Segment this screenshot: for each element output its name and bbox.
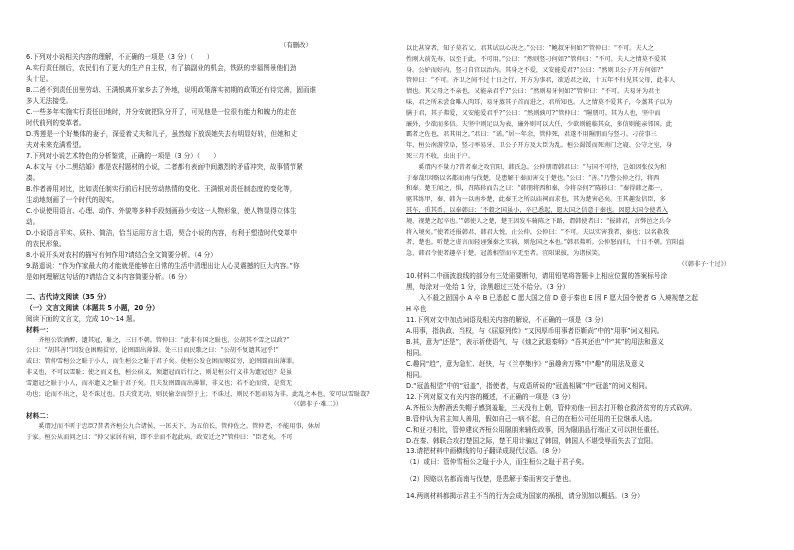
- material-2-line: 死三月不收，虫出于户。: [406, 152, 475, 160]
- q6-option-c-cont: 时代前列的变革者。: [26, 118, 86, 127]
- q12-option-d: D.在秦、韩联合攻打楚国之际，楚王用计骗过了韩国，韩国人不堪受辱而失去了宜阳。: [406, 436, 658, 445]
- material-2-line: 将入境矣。”使者还报韩君，韩君大悦，止公仲。公仲曰：“不可。夫以实害我者，秦也；以名救我: [406, 228, 670, 236]
- q6-option-a: A.实行责任制后，农民们有了更大的生产自主权，有了搞副业的机会，铁跃的幸福图景他们劲: [26, 63, 297, 72]
- material-2-line: 廉外，少欲而多信。夫坚中则足以为表，廉外则可以大任，少欲则能临其众，多信则能亲邻国。此: [406, 120, 673, 128]
- question-6: 6.下列对小说相关内容的理解，不正确的一项是（3 分）（ ）: [26, 53, 214, 61]
- material-2-line: 者，楚也。听楚之虚言而轻诬强秦之实祸，则危国之本也。”韩君弗听。公仲怒而归，十日不朝。宜阳益: [406, 239, 685, 247]
- material-2-line: 年，桓公南游堂阜，竖刁率易牙、卫公子开方及大臣为乱。桓公渴馁而死南门之寝、公守之室，身: [406, 142, 673, 150]
- q6-option-b-cont: 多人无法接受。: [26, 96, 73, 105]
- q12-option-c: C.和亚刁相比，管仲建议齐桓公用隰朋来辅佐政事，因为隰朋品行端正又可以担任重任。: [406, 425, 664, 434]
- material-2-line: 霸者之佐也，君其用之。”君曰：“诺。”居一年余，管仲死，君遂不用隰朋而与竖刁。刁莅事三: [406, 131, 657, 139]
- question-10: 10.材料二中画波浪线的部分有三处需要断句，请用铅笔将答题卡上相应位置的答案标号涂: [406, 271, 668, 280]
- material-2-line: 驱其练甲，秦、韩为一以南乡楚，此秦王之所以庙祠而求也，其为楚害必矣。王其趣发信臣，多: [406, 196, 666, 204]
- question-9: 9.路遥说：“作为作家最大的才能就是能够在日常的生活中清理出让人心灵震撼的巨大内容。”你: [26, 261, 300, 270]
- material-2-line: 境，视楚之起卒也。’”韩使人之楚，楚王因发车骑陈之下路，谓韩使者曰：“报韩君，言弊邑之兵今: [406, 217, 672, 225]
- q11-option-a: A.用事，指执政、当权，与《屈原列传》“又因厚币用事者臣靳尚”中的“用事”词义相同。: [406, 326, 664, 335]
- source-note: （有删改）: [280, 41, 312, 49]
- section-2-title: 二、古代诗文阅读（35 分）: [26, 292, 111, 301]
- material-2-wavy-line: 其车，重其币，以奉韩曰：‘不穀之国虽小，卒已悉起，愿大国之信意于秦也。因愿大国令使者入: [406, 206, 668, 214]
- question-10-options: 入不殺之固国小 A 卒 B 已悉起 C 愿大国之信 D 意于秦也 E 因 F 愿大国令使者 G 入境视楚之起: [406, 293, 698, 302]
- material-2-line: 奚谓过而不听于忠臣?昔者齐桓公九合诸侯，一匡天下，为五伯长，管仲佐之。管仲老，不能用事，休居: [26, 423, 321, 431]
- material-2-label: 材料二：: [26, 412, 53, 421]
- material-2-source: （《韩非子·十过》）: [678, 260, 730, 268]
- left-column: [26, 44, 382, 444]
- material-1-line: 或曰：管仲雪桓公之耻于小人，而生桓公之耻于君子矣。使桓公发仓困而赐贫穷，论囹圄而出薄罪，: [26, 358, 299, 366]
- material-2-line: 情也。其父母之不亲也，又能亲君乎?”公曰：“然则易牙何如?”管仲曰：“不可。夫易牙为君主: [406, 88, 661, 96]
- spacer: [26, 283, 382, 287]
- material-2-line: 管仲曰：“不可。齐卫之间不过十日之行，开方为事君，欲适君之故，十五年不归见其父母，此非人: [406, 77, 676, 85]
- q6-option-b: B.二爸不到责任田里劳动、王满银离开家乡去了外地，说明政策落实初期的政策还有待完善，固而谁: [26, 85, 317, 94]
- material-2-line: 以比甚穿者，知子莫若父。君其试以心决之。”公曰：“鲍叔牙何如?”管仲曰：“不可。夫人之: [406, 45, 654, 52]
- section-2-subtitle: （一）文言文阅读（本题共 5 小题，20 分）: [26, 303, 159, 312]
- q11-option-d: D.“冠盖相望”中的“冠盖”，指使者，与成语所说的“冠盖相属”中“冠盖”的词义相同。: [406, 381, 652, 390]
- q7-option-c: C.小说使用语言、心理、动作、外貌等多种手段刻画孙少安这一人物形象，使人物显得立体生: [26, 206, 297, 215]
- q11-option-b-cont: 相同。: [406, 348, 426, 357]
- q7-option-c-cont: 动。: [26, 217, 40, 226]
- question-14: 14.两则材料都揭示君主不当的行为会成为国家的祸根，请分别加以概括。（3 分）: [406, 492, 644, 501]
- q7-option-d: D.小说语言平实、质朴、简洁，恰当运用方言土语，契合小说的内容，有利于塑造时代变革中: [26, 228, 297, 237]
- material-2-line: 味，君之所未尝食唯人肉耳，易牙蒸其子首而进之，君所知也。人之情莫不爱其子，今蒸其子以为: [406, 98, 673, 106]
- question-7: 7.下列对小说艺术特色的分析鉴赏，正确的一项是（3 分）（ ）: [26, 151, 220, 160]
- q12-option-b: B.管仲认为君主知人善用，假如自己一病不起，自己的在桓公可任用的王位继承人选。: [406, 414, 657, 423]
- question-10-cont: 黑，每涂对一处给 1 分，涂黑超过三处不给分。（3 分）: [406, 282, 570, 291]
- q7-option-a: A.本文与《小二黑结婚》都是农村题材的小说，二者都有表面中间激烈的矛盾冲突，故事情节紧: [26, 162, 303, 171]
- question-13: 13.请把材料中画横线的句子翻译成现代汉语。（8 分）: [406, 447, 565, 456]
- q7-option-a-cont: 凑。: [26, 173, 40, 182]
- question-13-part-1: （1）或曰：管仲雪桓公之耻于小人，而生桓公之耻于君子矣。: [406, 458, 589, 467]
- material-1-line: 齐桓公饮酒醉，遗其冠，耻之，三日不朝。管仲曰：“此非有国之耻也，公胡其不雪之以政?”: [26, 336, 290, 344]
- question-10-options-cont: H 卒也: [406, 304, 427, 313]
- material-1-line: 非义也，不可以雪耻；使之而义也，桓公宿义，须遗冠而后行之，则是桓公行义非为遗冠也？是虽: [26, 369, 293, 376]
- question-13-part-2: （2）因赂以名都而南与伐楚，是患解于秦而害交于楚也。: [406, 475, 576, 484]
- q6-option-d: D.秀莲是一个好集体的妻子，深爱着丈夫和儿子，虽然嫁下放误她失去有明显好转，但她和丈: [26, 129, 297, 138]
- material-2-line: 和秦。楚王闻之，惧，召陈轸而告之曰：“韩朋将西和秦，今将奈何?”陈轸曰：“秦得韩之都一，: [406, 185, 667, 193]
- q6-option-d-cont: 夫对未来充满希望。: [26, 140, 86, 149]
- q7-option-b-cont: 生动地刻画了一个时代的现实。: [26, 195, 119, 204]
- q11-option-b: B.其，意为“还是”，表示祈使语气，与《烛之武退秦师》“吾其还也”中“其”的用法和意义: [406, 337, 664, 346]
- q12-option-a: A.齐桓公为醉酒丢失帽子感到羞耻，三天没有上朝，管仲劝他一回去打开粮仓救济贫穷的方式砍碎。: [406, 403, 697, 412]
- material-1-line: 功也；论而不出之，是不诛过也。且夫赏无功，则民偷幸而望于上；不诛过，则民不惩而易为非。此乱之本也，安可以雪耻哉?: [26, 390, 370, 398]
- material-2-line: 于秦哉!因赂以名都而南与伐楚，是患解于秦而害交于楚也。”公曰：“善。”乃警公仲之行，将西: [406, 174, 660, 182]
- q7-option-b: B.作者善用对比，比如责任制实行前后村民劳动热情的变化、王满银对责任制态度的变化等，: [26, 184, 297, 193]
- material-2-line: 身。公妒而好内，竖刁自宫以治内。其身之不爱，又安能爱君?”公曰：“然则卫公子开方何如?”: [406, 66, 664, 74]
- material-2-line: 奚谓内不量力?昔者秦之攻宜阳，韩氏急。公仲朋谓韩君曰：“与国不可恃，岂如因张仪为和: [406, 163, 667, 171]
- material-1-line: 公曰：“胡其善!”因发仓困赐贫穷，论囹圄出薄罪。处三日而民歌之曰：“公胡不复遗其冠乎!”: [26, 347, 279, 355]
- question-8: 8.小说开头对农村的描写有何作用?请结合全文简要分析。（4 分）: [26, 250, 217, 259]
- q11-option-c-cont: 相同。: [406, 370, 426, 379]
- q7-option-d-cont: 的农民形象。: [26, 239, 66, 248]
- material-2-line: 性刚大前先寿，以至于此。不可用。”公曰：“然则竖刁何如?”管仲曰：“不可。夫人之情莫不爱其: [406, 55, 667, 63]
- q6-option-c: C.一些多年实施实行责任田地时，并分安就把队分开了，可见他是一位很有能力和魄力的走在: [26, 107, 297, 116]
- material-2-line: 于家。桓公从而问之曰：“仲父家居有病，即不幸而不起此病，政安迁之?”管仲曰：“臣老矣，不可: [26, 433, 293, 441]
- material-1-label: 材料一：: [26, 325, 53, 334]
- question-12: 12.下列对原文有关内容的概述，不正确的一项是（3 分）: [406, 392, 575, 401]
- q6-option-a-cont: 头十足。: [26, 74, 53, 83]
- material-1-line: 雪遗冠之耻于小人，而亦遗义之耻于君子矣。且夫发囹圄而出薄罪，非义也；若不论而赏，是赏无: [26, 379, 293, 387]
- material-1-source: （《韩非子·难二》）: [290, 401, 342, 409]
- material-2-line: 膳于君，其子弗爱，又安能爱君乎?”公曰：“然则孰可?”管仲曰：“隰朋可。其为人也，坚中而: [406, 109, 661, 117]
- section-2-intro: 阅读下面的文言文，完成 10～14 题。: [26, 314, 140, 323]
- q11-option-c: C.趣同“趋”，意为急忙、赶快，与《兰亭集序》“虽趣舍万殊”中“趣”的用法及意义: [406, 359, 645, 368]
- right-column: [406, 44, 770, 502]
- material-2-line: 急，韩君令使者趣卒于楚，冠盖相望而卒无至者。宜阳果拔，为诸侯笑。: [406, 250, 604, 258]
- question-11: 11.下列对文中加点词语及相关内容的解说，不正确的一项是（3 分）: [406, 315, 608, 324]
- question-9-cont: 是如何理解这句话的?请结合文本内容简要分析。（6 分）: [26, 272, 191, 281]
